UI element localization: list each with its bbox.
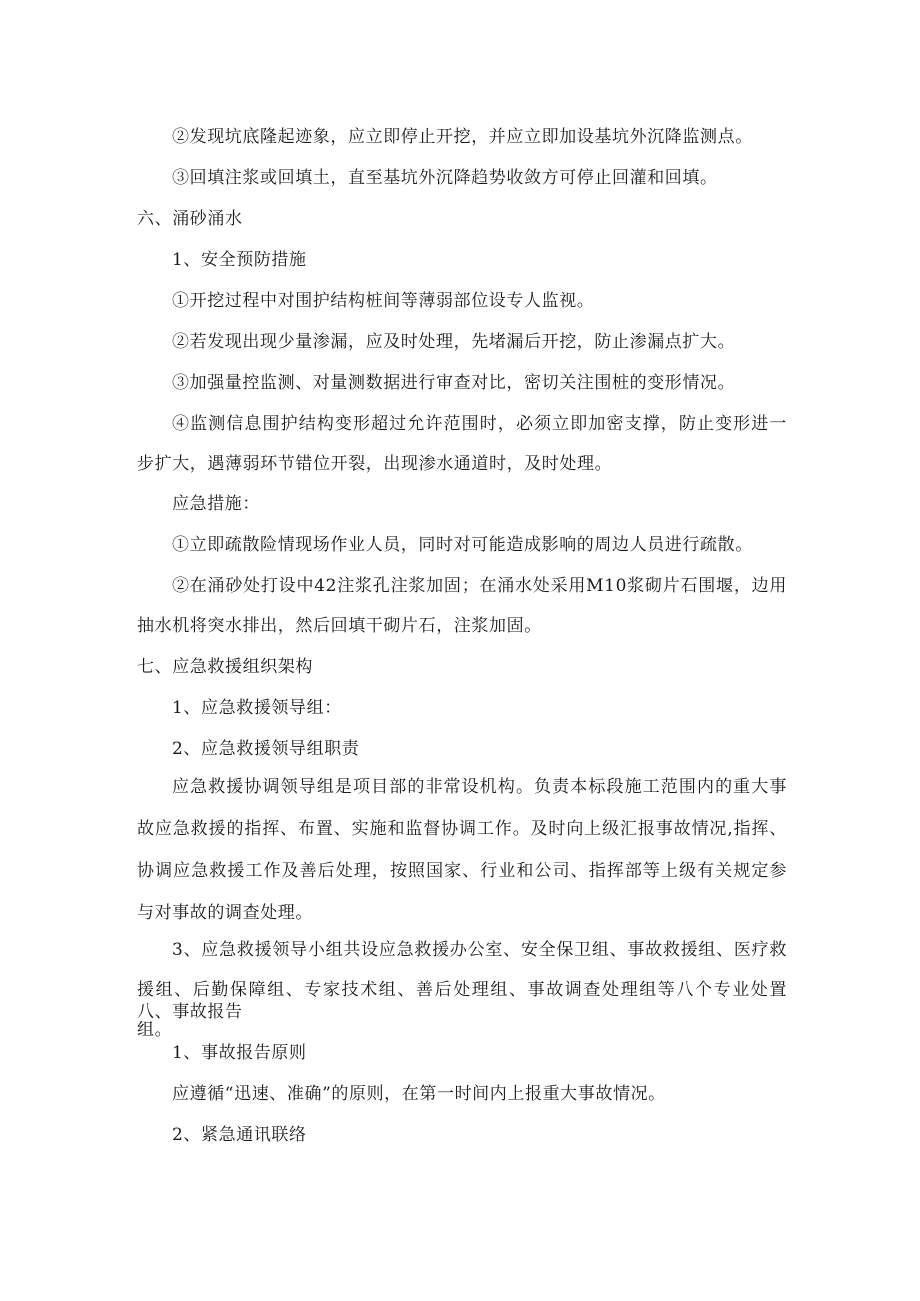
paragraph-line: ①立即疏散险情现场作业人员，同时对可能造成影响的周边人员进行疏散。	[172, 535, 753, 555]
paragraph-line: ③加强量控监测、对量测数据进行审查对比，密切关注围桩的变形情况。	[172, 373, 736, 393]
section-heading-6: 六、涌砂涌水	[137, 209, 243, 229]
paragraph: ②在涌砂处打设中42注浆孔注浆加固；在涌水处采用M10浆砌片石围堰，边用抽水机将突水排出，然后回填干砌片石，注浆加固。	[137, 576, 787, 636]
paragraph-line: 应遵循“迅速、准确”的原则，在第一时间内上报重大事故情况。	[172, 1084, 666, 1104]
subheading: 1、应急救援领导组：	[172, 698, 342, 718]
subheading: 应急措施：	[172, 494, 260, 514]
paragraph-line: ③回填注浆或回填土，直至基坑外沉降趋势收敛方可停止回灌和回填。	[172, 168, 718, 188]
subheading: 2、紧急通讯联络	[172, 1125, 307, 1145]
paragraph: 3、应急救援领导小组共设应急救援办公室、安全保卫组、事故救援组、医疗救援组、后勤保障组、专家技术组、善后处理组、事故调查处理组等八个专业处置组。	[137, 940, 787, 1040]
section-heading-8: 八、事故报告	[137, 1002, 243, 1022]
section-heading-7: 七、应急救援组织架构	[137, 657, 313, 677]
paragraph-line: ②若发现出现少量渗漏，应及时处理，先堵漏后开挖，防止渗漏点扩大。	[172, 332, 736, 352]
subheading: 2、应急救援领导组职责	[172, 739, 360, 759]
paragraph-line: ②发现坑底隆起迹象，应立即停止开挖，并应立即加设基坑外沉降监测点。	[172, 127, 753, 147]
paragraph: ④监测信息围护结构变形超过允许范围时，必须立即加密支撑，防止变形进一步扩大，遇薄弱环节错位开裂，出现渗水通道时，及时处理。	[137, 414, 787, 474]
subheading: 1、安全预防措施	[172, 250, 307, 270]
paragraph-line: ①开挖过程中对围护结构桩间等薄弱部位设专人监视。	[172, 291, 595, 311]
paragraph: 应急救援协调领导组是项目部的非常设机构。负责本标段施工范围内的重大事故应急救援的指挥、布置、实施和监督协调工作。及时向上级汇报事故情况,指挥、协调应急救援工作及善后处理，按照国家、行业和公司、指挥部等上级有关规定参与对事故的调查处理。	[137, 777, 787, 923]
subheading: 1、事故报告原则	[172, 1043, 307, 1063]
